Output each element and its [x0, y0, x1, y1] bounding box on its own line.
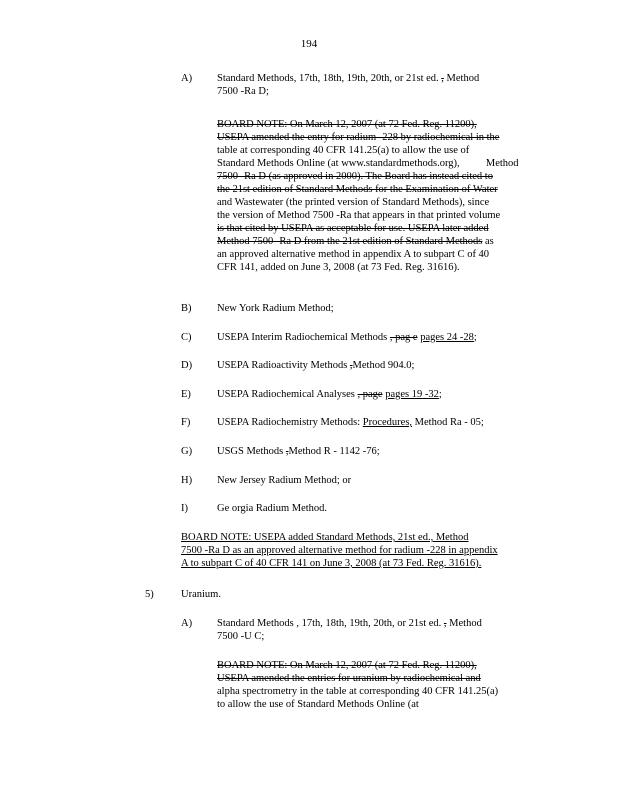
note-line: USEPA amended the entries for uranium by radiochemical and	[217, 673, 481, 684]
item-label: A)	[181, 73, 193, 84]
note-line: an approved alternative method in appendix A to subpart C of 40	[217, 249, 490, 260]
board-note-1	[217, 118, 539, 274]
section-label: 5)	[145, 589, 154, 600]
note-line: and Wastewater (the printed version of Standard Methods), since	[217, 197, 490, 208]
item-label: D)	[181, 360, 193, 371]
note-line: A to subpart C of 40 CFR 141 on June 3, 2008 (at 73 Fed. Reg. 31616).	[181, 558, 482, 569]
item-text	[217, 72, 479, 98]
item-label: E)	[181, 389, 191, 400]
deleted-text: , pag e	[389, 332, 418, 343]
note-line: Standard Methods Online (at www.standardmethods.org), Method	[217, 158, 519, 169]
list-item-c	[181, 331, 477, 344]
item-text: Standard Methods , 17th, 18th, 19th, 20th, or 21st ed. , Method 7500 -U C;	[217, 618, 482, 642]
note-line: the 21st edition of Standard Methods for the Examination of Water	[217, 184, 498, 195]
board-note-3	[217, 659, 539, 711]
list-item-g	[181, 445, 380, 458]
deleted-text: ,	[349, 360, 353, 371]
list-item-e	[181, 388, 442, 401]
inserted-text: pages 19 -32	[385, 389, 439, 400]
item-text-rest: Method	[446, 73, 480, 84]
note-line: 7500 -Ra D as an approved alternative method for radium -228 in appendix	[181, 545, 498, 556]
item-text-main: Standard Methods, 17th, 18th, 19th, 20th, or 21st ed.	[217, 73, 439, 84]
page-number: 194	[300, 38, 318, 50]
board-note-2	[181, 531, 541, 570]
item-label: H)	[181, 475, 193, 486]
note-line: Method 7500 -Ra D from the 21st edition of Standard Methods as	[217, 236, 494, 247]
item-text: USGS Methods ,Method R - 1142 -76;	[217, 446, 380, 457]
note-line: table at corresponding 40 CFR 141.25(a) to allow the use of	[217, 145, 470, 156]
item-text-line2: 7500 -Ra D;	[217, 86, 269, 97]
note-line: the version of Method 7500 -Ra that appears in that printed volume	[217, 210, 501, 221]
item-text: New York Radium Method;	[217, 303, 334, 314]
note-line: to allow the use of Standard Methods Online (at	[217, 699, 419, 710]
note-line: BOARD NOTE: On March 12, 2007 (at 72 Fed. Reg. 11200),	[217, 119, 477, 130]
list-item-a	[181, 72, 479, 98]
list-item-d	[181, 359, 414, 372]
list-item-i	[181, 502, 327, 515]
deleted-text: ,	[285, 446, 289, 457]
note-line: CFR 141, added on June 3, 2008 (at 73 Fed. Reg. 31616).	[217, 262, 460, 273]
item-text: USEPA Radioactivity Methods ,Method 904.0;	[217, 360, 415, 371]
note-line: is that cited by USEPA as acceptable for use. USEPA later added	[217, 223, 489, 234]
note-line: BOARD NOTE: On March 12, 2007 (at 72 Fed. Reg. 11200),	[217, 660, 477, 671]
item-label: G)	[181, 446, 193, 457]
list-item-f	[181, 416, 484, 429]
item-text: USEPA Radiochemical Analyses , page pages 19 -32;	[217, 389, 442, 400]
uranium-item-a	[181, 617, 482, 643]
section-5-uranium	[145, 588, 221, 601]
inserted-text: Procedures,	[362, 417, 413, 428]
list-item-b	[181, 302, 334, 315]
note-line: 7500 -Ra D (as approved in 2000). The Board has instead cited to	[217, 171, 493, 182]
item-label: F)	[181, 417, 191, 428]
note-line: USEPA amended the entry for radium -228 by radiochemical in the	[217, 132, 500, 143]
deleted-text: ,	[441, 73, 444, 84]
note-line: BOARD NOTE: USEPA added Standard Methods, 21st ed., Method	[181, 532, 469, 543]
item-label: A)	[181, 618, 193, 629]
item-label: I)	[181, 503, 188, 514]
inserted-text: pages 24 -28	[420, 332, 474, 343]
deleted-text: ,	[443, 618, 447, 629]
deleted-text: , page	[357, 389, 383, 400]
note-line: alpha spectrometry in the table at corresponding 40 CFR 141.25(a)	[217, 686, 499, 697]
section-title: Uranium.	[181, 589, 221, 600]
item-text: New Jersey Radium Method; or	[217, 475, 352, 486]
item-text: USEPA Radiochemistry Methods: Procedures, Method Ra - 05;	[217, 417, 484, 428]
item-text: USEPA Interim Radiochemical Methods , pag e pages 24 -28;	[217, 332, 477, 343]
list-item-h	[181, 474, 351, 487]
item-label: C)	[181, 332, 192, 343]
item-label: B)	[181, 303, 192, 314]
item-text: Ge orgia Radium Method.	[217, 503, 328, 514]
